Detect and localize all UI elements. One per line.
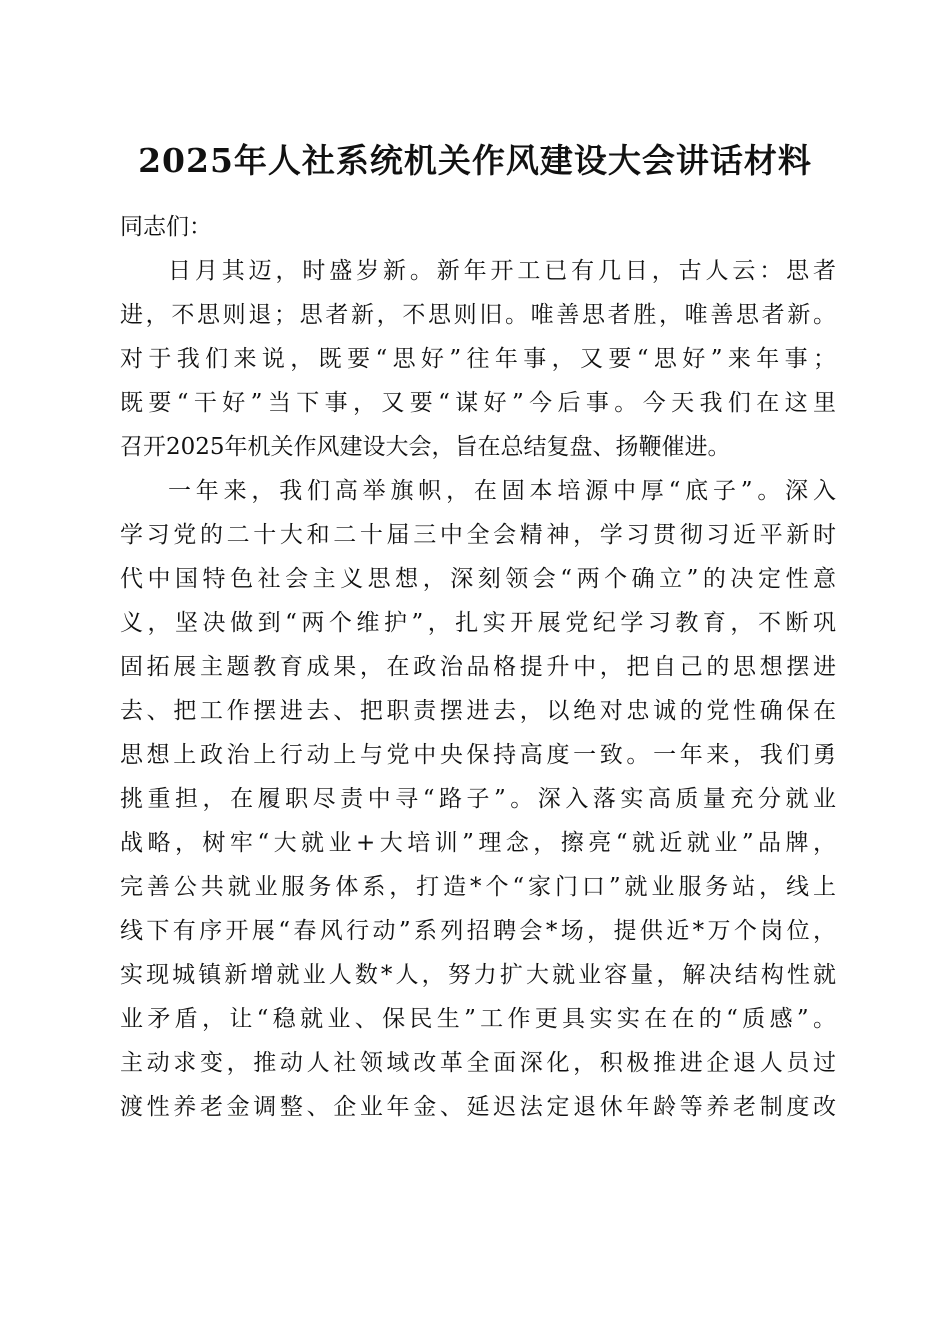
paragraph-line: 进，不思则退；思者新，不思则旧。唯善思者胜，唯善思者新。 — [120, 302, 836, 328]
paragraph-line: 日月其迈，时盛岁新。新年开工已有几日，古人云：思者 — [168, 258, 836, 284]
paragraph-line: 召开2025年机关作风建设大会，旨在总结复盘、扬鞭催进。 — [120, 434, 731, 460]
paragraph-line: 战略，树牢“大就业+大培训”理念，擦亮“就近就业”品牌， — [120, 830, 836, 856]
document-title: 2025年人社系统机关作风建设大会讲话材料 — [138, 141, 812, 180]
paragraph-line: 一年来，我们高举旗帜，在固本培源中厚“底子”。深入 — [168, 478, 836, 504]
paragraph-line: 思想上政治上行动上与党中央保持高度一致。一年来，我们勇 — [120, 742, 836, 768]
paragraph-line: 代中国特色社会主义思想，深刻领会“两个确立”的决定性意 — [120, 566, 836, 592]
paragraph-line: 义，坚决做到“两个维护”，扎实开展党纪学习教育，不断巩 — [120, 610, 836, 636]
salutation: 同志们： — [120, 214, 212, 240]
paragraph-line: 主动求变，推动人社领域改革全面深化，积极推进企退人员过 — [120, 1050, 836, 1076]
paragraph-line: 完善公共就业服务体系，打造*个“家门口”就业服务站，线上 — [120, 874, 836, 900]
paragraph-1 — [120, 249, 836, 469]
document-body — [120, 205, 836, 1129]
paragraph-2 — [120, 469, 836, 1129]
paragraph-line: 实现城镇新增就业人数*人，努力扩大就业容量，解决结构性就 — [120, 962, 836, 988]
paragraph-line: 学习党的二十大和二十届三中全会精神，学习贯彻习近平新时 — [120, 522, 836, 548]
paragraph-line: 去、把工作摆进去、把职责摆进去，以绝对忠诚的党性确保在 — [120, 698, 836, 724]
paragraph-line: 业矛盾，让“稳就业、保民生”工作更具实实在在的“质感”。 — [120, 1006, 836, 1032]
paragraph-line: 对于我们来说，既要“思好”往年事，又要“思好”来年事； — [120, 346, 836, 372]
paragraph-line: 固拓展主题教育成果，在政治品格提升中，把自己的思想摆进 — [120, 654, 836, 680]
paragraph-line: 线下有序开展“春风行动”系列招聘会*场，提供近*万个岗位， — [120, 918, 836, 944]
paragraph-line: 渡性养老金调整、企业年金、延迟法定退休年龄等养老制度改 — [120, 1094, 836, 1120]
paragraph-line: 挑重担，在履职尽责中寻“路子”。深入落实高质量充分就业 — [120, 786, 836, 812]
paragraph-line: 既要“干好”当下事，又要“谋好”今后事。今天我们在这里 — [120, 390, 836, 416]
